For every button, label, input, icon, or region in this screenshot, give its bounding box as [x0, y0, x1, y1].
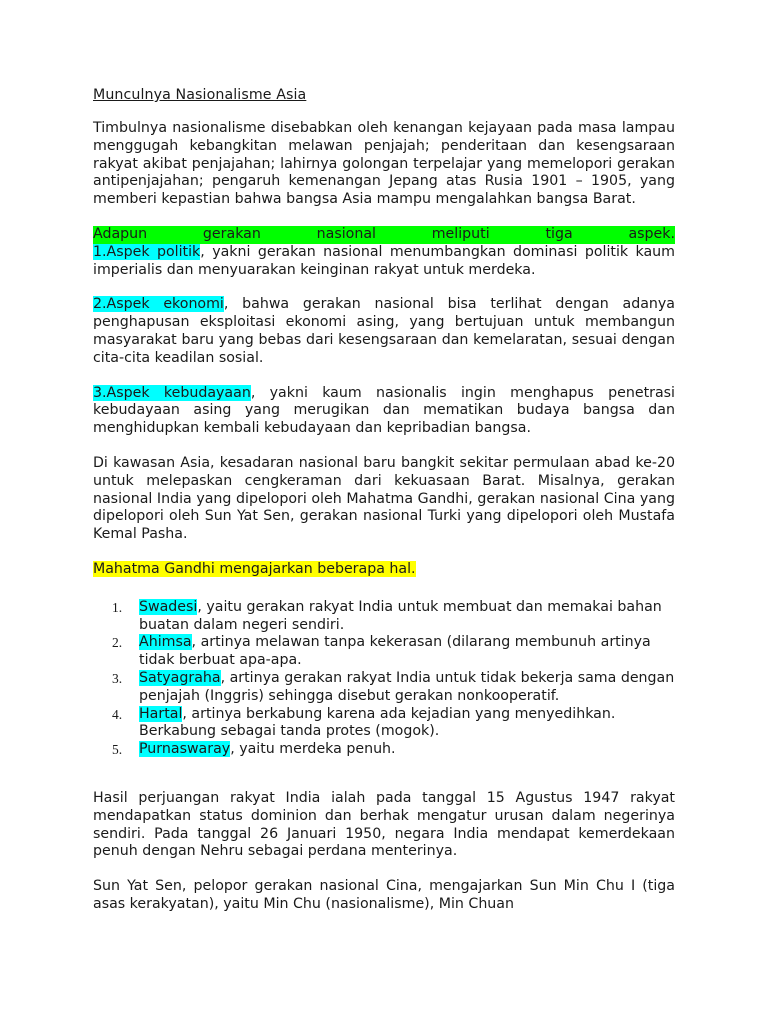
list-item — [93, 741, 675, 759]
intro-paragraph: Timbulnya nasionalisme disebabkan oleh kenangan kejayaan pada masa lampau menggugah kebangkitan melawan penjajah; penderitaan dan kesengsaraan rakyat akibat penjajahan; lahirnya golongan terpelajar yang memelopori gerakan antipenjajahan; pengaruh kemenangan Jepang atas Rusia 1901 – 1905, yang memberi kepastian bahwa bangsa Asia mampu mengalahkan bangsa Barat. — [93, 120, 675, 208]
list-number: 1. — [112, 599, 123, 615]
teaching-term: Hartal — [139, 705, 183, 722]
list-item — [93, 706, 675, 742]
list-item — [93, 599, 675, 635]
list-number: 2. — [112, 635, 123, 651]
list-number: 4. — [112, 706, 123, 722]
sun-yat-sen-paragraph: Sun Yat Sen, pelopor gerakan nasional Cina, mengajarkan Sun Min Chu I (tiga asas kerakyatan), yaitu Min Chu (nasionalisme), Min Chuan — [93, 878, 675, 912]
teaching-text: , artinya melawan tanpa kekerasan (dilarang membunuh artinya tidak berbuat apa-apa. — [139, 634, 651, 669]
teaching-term: Swadesi — [139, 598, 198, 615]
teaching-text: , yaitu gerakan rakyat India untuk membuat dan memakai bahan buatan dalam negeri sendiri. — [139, 598, 662, 633]
aspect-label-ekonomi: 2.Aspek ekonomi — [93, 296, 224, 313]
aspect-text-politik: , yakni gerakan nasional menumbangkan dominasi politik kaum imperialis dan menyuarakan keinginan rakyat untuk merdeka. — [93, 243, 675, 278]
aspect-text-ekonomi: , bahwa gerakan nasional bisa terlihat dengan adanya penghapusan eksploitasi ekonomi asing, yang bertujuan untuk membangun masyarakat baru yang bebas dari kesengsaraan dan kemelaratan, sesuai dengan cita-cita keadilan sosial. — [93, 296, 675, 366]
gandhi-intro: Mahatma Gandhi mengajarkan beberapa hal. — [93, 560, 416, 577]
document-page — [93, 86, 675, 931]
aspect-text-kebudayaan: , yakni kaum nasionalis ingin menghapus penetrasi kebudayaan asing yang merugikan dan mematikan budaya bangsa dan menghidupkan kembali kebudayaan dan kepribadian bangsa. — [93, 384, 675, 437]
list-item — [93, 670, 675, 706]
aspects-intro: Adapun gerakan nasional meliputi tiga aspek. — [93, 225, 675, 242]
aspect-paragraph-ekonomi — [93, 296, 675, 367]
teaching-term: Satyagraha — [139, 669, 221, 686]
aspect-label-politik: 1.Aspek politik — [93, 243, 201, 260]
asia-paragraph: Di kawasan Asia, kesadaran nasional baru bangkit sekitar permulaan abad ke-20 untuk melepaskan cengkeraman dari kekuasaan Barat. Misalnya, gerakan nasional India yang dipelopori oleh Mahatma Gandhi, gerakan nasional Cina yang dipelopori oleh Sun Yat Sen, gerakan nasional Turki yang dipelopori oleh Mustafa Kemal Pasha. — [93, 454, 675, 543]
page-title: Munculnya Nasionalisme Asia — [93, 87, 307, 103]
teachings-list — [93, 599, 675, 759]
teaching-text: , artinya gerakan rakyat India untuk tidak bekerja sama dengan penjajah (Inggris) sehingga disebut gerakan nonkooperatif. — [139, 669, 675, 704]
list-number: 3. — [112, 670, 123, 686]
teaching-text: , artinya berkabung karena ada kejadian yang menyedihkan. Berkabung sebagai tanda protes (mogok). — [139, 705, 616, 740]
list-item — [93, 634, 675, 670]
aspect-paragraph-kebudayaan — [93, 385, 675, 438]
aspect-label-kebudayaan: 3.Aspek kebudayaan — [93, 384, 251, 401]
teaching-term: Purnaswaray — [139, 741, 231, 758]
list-number: 5. — [112, 742, 123, 758]
india-result-paragraph: Hasil perjuangan rakyat India ialah pada tanggal 15 Agustus 1947 rakyat mendapatkan status dominion dan berhak mengatur urusan dalam negerinya sendiri. Pada tanggal 26 Januari 1950, negara India mendapat kemerdekaan penuh dengan Nehru sebagai perdana menterinya. — [93, 789, 675, 860]
aspects-paragraph — [93, 226, 675, 279]
teaching-text: , yaitu merdeka penuh. — [230, 741, 396, 758]
teaching-term: Ahimsa — [139, 634, 192, 651]
gandhi-intro-paragraph — [93, 561, 675, 579]
